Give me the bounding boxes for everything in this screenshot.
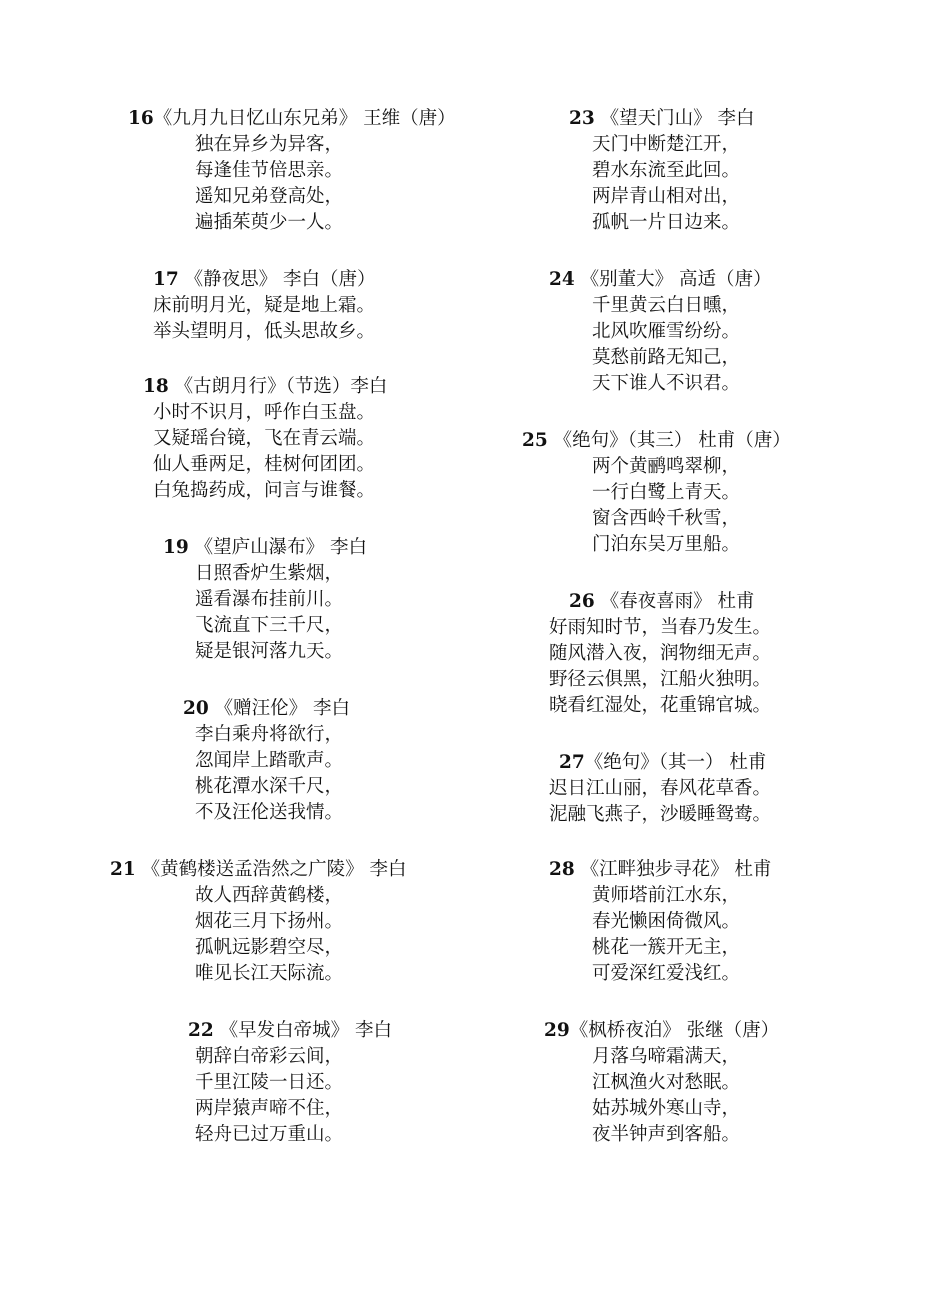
poem-line: 野径云俱黑，江船火独明。 [549, 669, 772, 690]
poem-author: 杜甫 [734, 859, 772, 880]
poem-author: 杜甫 [729, 752, 767, 773]
poem-line: 一行白鹭上青天。 [592, 482, 741, 503]
poem-author: 李白 [350, 376, 388, 397]
poem-line: 窗含西岭千秋雪， [592, 508, 741, 529]
poem-title: 《黄鹤楼送孟浩然之广陵》 [141, 859, 364, 880]
poem-line: 轻舟已过万重山。 [195, 1124, 344, 1145]
poem-line: 故人西辞黄鹤楼， [195, 885, 344, 906]
poem-header [153, 267, 376, 293]
poem-line: 月落乌啼霜满天， [592, 1046, 741, 1067]
poem-line: 遥看瀑布挂前川。 [195, 589, 344, 610]
poem-author: 杜甫 [717, 591, 755, 612]
poem-number: 25 [522, 430, 548, 451]
poem-number: 21 [110, 859, 136, 880]
poem-line: 随风潜入夜，润物细无声。 [549, 643, 772, 664]
poem-title: 《静夜思》 [184, 269, 278, 290]
poem-number: 22 [188, 1020, 214, 1041]
poem-author: 王维（唐） [363, 108, 456, 129]
poem-line: 举头望明月，低头思故乡。 [153, 321, 376, 342]
poem-header [569, 106, 755, 132]
poem-line: 朝辞白帝彩云间， [195, 1046, 344, 1067]
poem-title: 《早发白帝城》 [219, 1020, 350, 1041]
poem-line: 日照香炉生紫烟， [195, 563, 344, 584]
poem-line: 桃花潭水深千尺， [195, 776, 344, 797]
poem-author: 杜甫（唐） [698, 430, 791, 451]
poem-header [544, 1018, 779, 1044]
poem-line: 门泊东吴万里船。 [592, 534, 741, 555]
poem-line: 李白乘舟将欲行， [195, 724, 344, 745]
poem-number: 17 [153, 269, 179, 290]
poem-title: 《春夜喜雨》 [600, 591, 712, 612]
poem-line: 莫愁前路无知己， [592, 347, 741, 368]
poem-line: 仙人垂两足，桂树何团团。 [153, 454, 376, 475]
poem-line: 北风吹雁雪纷纷。 [592, 321, 741, 342]
poem-header [110, 857, 407, 883]
poem-number: 18 [143, 376, 169, 397]
poem-line: 桃花一簇开无主， [592, 937, 741, 958]
poem-header [188, 1018, 392, 1044]
poem-line: 每逢佳节倍思亲。 [195, 160, 344, 181]
poem-header [163, 535, 367, 561]
poem-line: 床前明月光，疑是地上霜。 [153, 295, 376, 316]
poem-title: 《望天门山》 [600, 108, 712, 129]
poem-line: 夜半钟声到客船。 [592, 1124, 741, 1145]
poem-title: 《别董大》 [580, 269, 674, 290]
poem-line: 天门中断楚江开， [592, 134, 741, 155]
poem-line: 疑是银河落九天。 [195, 641, 344, 662]
poem-header [522, 428, 791, 454]
poem-line: 忽闻岸上踏歌声。 [195, 750, 344, 771]
poem-number: 20 [183, 698, 209, 719]
poem-author: 高适（唐） [679, 269, 772, 290]
poem-line: 两个黄鹂鸣翠柳， [592, 456, 741, 477]
poem-line: 烟花三月下扬州。 [195, 911, 344, 932]
poem-number: 26 [569, 591, 595, 612]
poem-title: 《古朗月行》（节选） [174, 376, 351, 397]
poem-line: 小时不识月，呼作白玉盘。 [153, 402, 376, 423]
poem-line: 好雨知时节，当春乃发生。 [549, 617, 772, 638]
poem-author: 李白 [717, 108, 755, 129]
poem-title: 《江畔独步寻花》 [580, 859, 729, 880]
poem-line: 唯见长江天际流。 [195, 963, 344, 984]
poem-author: 李白 [330, 537, 368, 558]
poem-line: 姑苏城外寒山寺， [592, 1098, 741, 1119]
poem-header [143, 374, 387, 400]
poem-line: 又疑瑶台镜，飞在青云端。 [153, 428, 376, 449]
poem-line: 晓看红湿处，花重锦官城。 [549, 695, 772, 716]
poem-author: 李白 [313, 698, 351, 719]
poem-author: 李白 [355, 1020, 393, 1041]
poem-title: 《枫桥夜泊》 [569, 1020, 681, 1041]
poem-line: 遍插茱萸少一人。 [195, 212, 344, 233]
poem-line: 春光懒困倚微风。 [592, 911, 741, 932]
poem-line: 独在异乡为异客， [195, 134, 344, 155]
poem-number: 29 [544, 1020, 570, 1041]
poem-header [183, 696, 350, 722]
poem-line: 孤帆远影碧空尽， [195, 937, 344, 958]
poem-line: 泥融飞燕子，沙暖睡鸳鸯。 [549, 804, 772, 825]
poem-line: 天下谁人不识君。 [592, 373, 741, 394]
poem-header [549, 267, 772, 293]
poem-number: 23 [569, 108, 595, 129]
poem-number: 24 [549, 269, 575, 290]
poem-author: 李白（唐） [283, 269, 376, 290]
poem-line: 黄师塔前江水东， [592, 885, 741, 906]
poem-line: 江枫渔火对愁眠。 [592, 1072, 741, 1093]
poem-line: 千里黄云白日曛， [592, 295, 741, 316]
poem-line: 迟日江山丽，春风花草香。 [549, 778, 772, 799]
poem-number: 28 [549, 859, 575, 880]
poem-line: 两岸猿声啼不住， [195, 1098, 344, 1119]
poem-title: 《绝句》（其一） [584, 752, 724, 773]
poem-number: 27 [559, 752, 585, 773]
poem-line: 遥知兄弟登高处， [195, 186, 344, 207]
poem-title: 《赠汪伦》 [214, 698, 308, 719]
poem-header [549, 857, 772, 883]
poem-line: 白兔捣药成，问言与谁餐。 [153, 480, 376, 501]
poem-line: 孤帆一片日边来。 [592, 212, 741, 233]
poem-line: 千里江陵一日还。 [195, 1072, 344, 1093]
poem-line: 碧水东流至此回。 [592, 160, 741, 181]
poem-header [128, 106, 456, 132]
poem-author: 张继（唐） [686, 1020, 780, 1041]
poem-line: 可爱深红爱浅红。 [592, 963, 741, 984]
poem-title: 《望庐山瀑布》 [194, 537, 325, 558]
poem-author: 李白 [369, 859, 407, 880]
poem-header [559, 750, 766, 776]
poem-number: 19 [163, 537, 189, 558]
poem-line: 不及汪伦送我情。 [195, 802, 344, 823]
poem-line: 两岸青山相对出， [592, 186, 741, 207]
poem-number: 16 [128, 108, 154, 129]
poem-title: 《九月九日忆山东兄弟》 [153, 108, 358, 129]
poem-title: 《绝句》（其三） [553, 430, 693, 451]
poem-header [569, 589, 755, 615]
poem-line: 飞流直下三千尺， [195, 615, 344, 636]
